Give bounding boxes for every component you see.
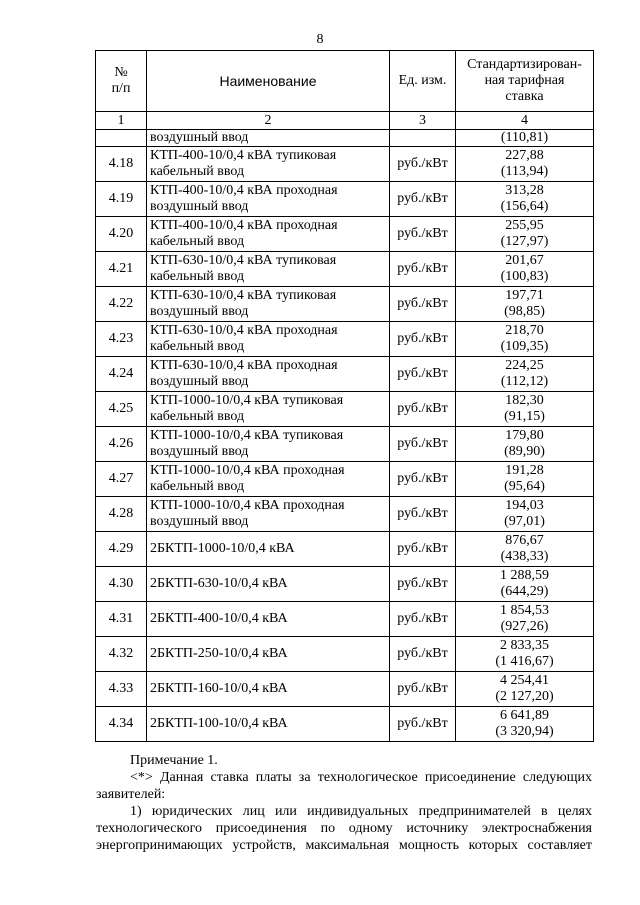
table-row xyxy=(96,567,594,602)
tariff-table-body xyxy=(96,51,594,742)
header-num-line: п/п xyxy=(111,81,131,96)
row-name xyxy=(147,130,390,147)
row-rate xyxy=(456,567,594,602)
row-num: 4.22 xyxy=(96,287,147,322)
row-name xyxy=(147,252,390,287)
notes-line: заявителей: xyxy=(96,787,166,802)
row-unit: руб./кВт xyxy=(390,672,456,707)
notes-section xyxy=(96,752,592,854)
row-name xyxy=(147,392,390,427)
row-name-line: воздушный ввод xyxy=(150,444,249,459)
row-name-line: КТП-630-10/0,4 кВА тупиковая xyxy=(150,253,337,268)
row-name-line: КТП-1000-10/0,4 кВА тупиковая xyxy=(150,428,344,443)
row-rate-line: (95,64) xyxy=(504,479,545,494)
row-name-line: воздушный ввод xyxy=(150,199,249,214)
row-name xyxy=(147,462,390,497)
row-rate-line: (644,29) xyxy=(500,584,549,599)
row-name-line: кабельный ввод xyxy=(150,269,245,284)
row-name-line: воздушный ввод xyxy=(150,374,249,389)
table-row xyxy=(96,637,594,672)
row-rate-line: (127,97) xyxy=(500,234,549,249)
row-num: 4.21 xyxy=(96,252,147,287)
row-name-line: 2БКТП-100-10/0,4 кВА xyxy=(150,716,288,731)
row-unit: руб./кВт xyxy=(390,147,456,182)
row-rate-line: (98,85) xyxy=(504,304,545,319)
row-name-line: КТП-400-10/0,4 кВА тупиковая xyxy=(150,148,337,163)
header-num xyxy=(96,51,147,112)
header-rate xyxy=(456,51,594,112)
row-rate xyxy=(456,427,594,462)
header-rate-line: ная тарифная xyxy=(484,73,565,88)
notes-line: технологического присоединения по одному источнику электроснабжения xyxy=(96,821,592,836)
row-num: 4.29 xyxy=(96,532,147,567)
row-name xyxy=(147,672,390,707)
table-row xyxy=(96,707,594,742)
column-number: 4 xyxy=(456,112,594,130)
row-unit: руб./кВт xyxy=(390,707,456,742)
row-num: 4.24 xyxy=(96,357,147,392)
row-name-line: 2БКТП-250-10/0,4 кВА xyxy=(150,646,288,661)
row-num: 4.28 xyxy=(96,497,147,532)
row-num: 4.31 xyxy=(96,602,147,637)
row-rate-line: 1 854,53 xyxy=(500,603,549,618)
row-rate xyxy=(456,637,594,672)
row-rate-line: (91,15) xyxy=(504,409,545,424)
row-num: 4.18 xyxy=(96,147,147,182)
row-unit: руб./кВт xyxy=(390,357,456,392)
row-rate-line: (113,94) xyxy=(500,164,549,179)
row-rate xyxy=(456,182,594,217)
row-unit: руб./кВт xyxy=(390,532,456,567)
column-number: 1 xyxy=(96,112,147,130)
row-rate-line: 218,70 xyxy=(505,323,544,338)
column-number: 2 xyxy=(147,112,390,130)
row-rate xyxy=(456,707,594,742)
row-name xyxy=(147,287,390,322)
row-unit: руб./кВт xyxy=(390,637,456,672)
row-rate xyxy=(456,357,594,392)
table-row xyxy=(96,672,594,707)
header-rate-line: ставка xyxy=(505,89,544,104)
row-name xyxy=(147,532,390,567)
table-row xyxy=(96,497,594,532)
notes-line: <*> Данная ставка платы за технологическое присоединение следующих xyxy=(130,770,592,785)
row-name-line: воздушный ввод xyxy=(150,514,249,529)
header-rate-line: Стандартизирован- xyxy=(467,57,582,72)
row-num: 4.32 xyxy=(96,637,147,672)
row-name-line: воздушный ввод xyxy=(150,304,249,319)
row-num: 4.25 xyxy=(96,392,147,427)
row-name xyxy=(147,497,390,532)
notes-title: Примечание 1. xyxy=(130,753,218,768)
row-rate-line: (89,90) xyxy=(504,444,545,459)
row-rate-line: (2 127,20) xyxy=(495,689,554,704)
row-name xyxy=(147,217,390,252)
row-unit xyxy=(390,130,456,147)
row-name-line: КТП-1000-10/0,4 кВА проходная xyxy=(150,463,345,478)
row-rate xyxy=(456,392,594,427)
row-rate xyxy=(456,602,594,637)
row-rate-line: 313,28 xyxy=(505,183,544,198)
row-name-line: кабельный ввод xyxy=(150,234,245,249)
table-row xyxy=(96,462,594,497)
row-name xyxy=(147,427,390,462)
table-row xyxy=(96,287,594,322)
table-row-continued xyxy=(96,130,594,147)
row-name-line: 2БКТП-630-10/0,4 кВА xyxy=(150,576,288,591)
row-num: 4.20 xyxy=(96,217,147,252)
page-number: 8 xyxy=(316,32,324,47)
row-rate-line: (1 416,67) xyxy=(495,654,554,669)
row-unit: руб./кВт xyxy=(390,182,456,217)
row-name-line: КТП-630-10/0,4 кВА тупиковая xyxy=(150,288,337,303)
row-name-line: кабельный ввод xyxy=(150,339,245,354)
row-rate-line: 2 833,35 xyxy=(500,638,549,653)
row-name-line: кабельный ввод xyxy=(150,164,245,179)
table-header-row xyxy=(96,51,594,112)
row-name xyxy=(147,637,390,672)
row-rate xyxy=(456,287,594,322)
row-rate-line: 4 254,41 xyxy=(500,673,549,688)
row-rate-line: 182,30 xyxy=(505,393,544,408)
row-unit: руб./кВт xyxy=(390,287,456,322)
row-name-line: КТП-630-10/0,4 кВА проходная xyxy=(150,323,338,338)
row-rate xyxy=(456,532,594,567)
table-row xyxy=(96,147,594,182)
row-num: 4.23 xyxy=(96,322,147,357)
row-name-line: 2БКТП-160-10/0,4 кВА xyxy=(150,681,288,696)
row-name-line: КТП-400-10/0,4 кВА проходная xyxy=(150,218,338,233)
row-rate-line: 201,67 xyxy=(505,253,544,268)
row-rate xyxy=(456,147,594,182)
row-rate-line: (927,26) xyxy=(500,619,549,634)
tariff-table xyxy=(95,50,594,742)
row-unit: руб./кВт xyxy=(390,392,456,427)
header-unit: Ед. изм. xyxy=(390,51,456,112)
table-row xyxy=(96,357,594,392)
table-row xyxy=(96,182,594,217)
row-name xyxy=(147,707,390,742)
row-unit: руб./кВт xyxy=(390,462,456,497)
row-rate-line: 227,88 xyxy=(505,148,544,163)
notes-line: 1) юридических лиц или индивидуальных предпринимателей в целях xyxy=(130,804,592,819)
table-row xyxy=(96,322,594,357)
row-name-line: кабельный ввод xyxy=(150,409,245,424)
row-rate-line: 876,67 xyxy=(505,533,544,548)
row-name xyxy=(147,147,390,182)
row-name xyxy=(147,322,390,357)
row-num: 4.26 xyxy=(96,427,147,462)
row-rate-line: (438,33) xyxy=(500,549,549,564)
table-row xyxy=(96,392,594,427)
column-number-row xyxy=(96,112,594,130)
row-unit: руб./кВт xyxy=(390,602,456,637)
row-name-line: 2БКТП-400-10/0,4 кВА xyxy=(150,611,288,626)
table-row xyxy=(96,602,594,637)
row-rate-line: 6 641,89 xyxy=(500,708,549,723)
row-rate-line: (112,12) xyxy=(500,374,549,389)
row-name-line: КТП-1000-10/0,4 кВА проходная xyxy=(150,498,345,513)
row-name xyxy=(147,357,390,392)
row-name-line: КТП-400-10/0,4 кВА проходная xyxy=(150,183,338,198)
header-num-line: № xyxy=(114,65,128,80)
table-row xyxy=(96,532,594,567)
row-rate-line: 1 288,59 xyxy=(500,568,549,583)
row-name xyxy=(147,602,390,637)
table-row xyxy=(96,427,594,462)
notes-line: энергопринимающих устройств, максимальная мощность которых составляет xyxy=(96,838,592,853)
row-name-line: кабельный ввод xyxy=(150,479,245,494)
row-unit: руб./кВт xyxy=(390,322,456,357)
row-num: 4.27 xyxy=(96,462,147,497)
row-rate-line: (156,64) xyxy=(500,199,549,214)
row-num: 4.34 xyxy=(96,707,147,742)
row-name xyxy=(147,567,390,602)
row-rate-line: 224,25 xyxy=(505,358,544,373)
row-rate xyxy=(456,217,594,252)
row-num: 4.30 xyxy=(96,567,147,602)
row-rate-line: 191,28 xyxy=(505,463,544,478)
row-name-line: КТП-1000-10/0,4 кВА тупиковая xyxy=(150,393,344,408)
row-rate xyxy=(456,462,594,497)
table-row xyxy=(96,217,594,252)
row-unit: руб./кВт xyxy=(390,217,456,252)
row-rate xyxy=(456,322,594,357)
row-rate-line: 255,95 xyxy=(505,218,544,233)
row-unit: руб./кВт xyxy=(390,567,456,602)
row-rate-line: 197,71 xyxy=(505,288,544,303)
row-rate-line: (109,35) xyxy=(500,339,549,354)
row-num xyxy=(96,130,147,147)
table-row xyxy=(96,252,594,287)
row-rate xyxy=(456,497,594,532)
row-name-line: КТП-630-10/0,4 кВА проходная xyxy=(150,358,338,373)
row-rate-line: 194,03 xyxy=(505,498,544,513)
row-rate xyxy=(456,252,594,287)
row-rate xyxy=(456,672,594,707)
row-name-line: воздушный ввод xyxy=(150,130,249,145)
row-unit: руб./кВт xyxy=(390,252,456,287)
row-rate-line: (110,81) xyxy=(500,130,549,145)
row-rate-line: (100,83) xyxy=(500,269,549,284)
row-num: 4.33 xyxy=(96,672,147,707)
row-rate xyxy=(456,130,594,147)
row-name xyxy=(147,182,390,217)
row-num: 4.19 xyxy=(96,182,147,217)
row-unit: руб./кВт xyxy=(390,497,456,532)
row-rate-line: 179,80 xyxy=(505,428,544,443)
row-name-line: 2БКТП-1000-10/0,4 кВА xyxy=(150,541,295,556)
row-rate-line: (3 320,94) xyxy=(495,724,554,739)
row-unit: руб./кВт xyxy=(390,427,456,462)
header-name: Наименование xyxy=(147,51,390,112)
column-number: 3 xyxy=(390,112,456,130)
row-rate-line: (97,01) xyxy=(504,514,545,529)
